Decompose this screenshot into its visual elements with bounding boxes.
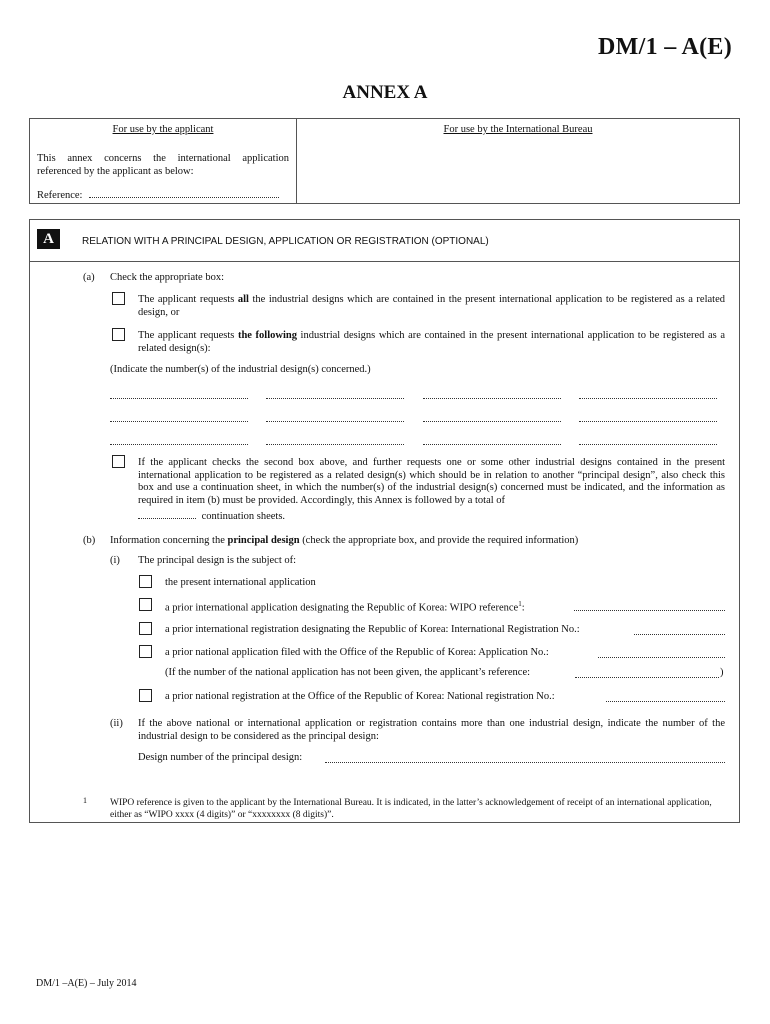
design-number-field[interactable]	[423, 397, 561, 399]
design-number-field[interactable]	[579, 397, 717, 399]
applicant-heading: For use by the applicant	[112, 124, 214, 135]
option-prior-national-application: a prior national application filed with the Office of the Republic of Korea: Application No.:	[165, 647, 549, 658]
item-a-instruction: Check the appropriate box:	[110, 272, 225, 283]
design-number-field[interactable]	[110, 420, 248, 422]
opt2-pre: The applicant requests	[138, 330, 238, 341]
opt2-bold: the following	[237, 330, 297, 341]
footnote-number: 1	[83, 796, 87, 805]
design-number-field[interactable]	[423, 443, 561, 445]
checkbox-all-designs[interactable]	[112, 292, 125, 305]
design-number-field[interactable]	[579, 443, 717, 445]
section-a-title: RELATION WITH A PRINCIPAL DESIGN, APPLICATION OR REGISTRATION (OPTIONAL)	[82, 236, 489, 247]
reference-label: Reference:	[37, 190, 83, 201]
principal-design-number-field[interactable]	[325, 761, 725, 763]
sub-ii-text: If the above national or international application or registration contains more than one industrial design, indicate the number of the industrial design to be considered as the principal design:	[138, 718, 725, 742]
continuation-count-field[interactable]	[138, 508, 196, 519]
wipo-reference-field[interactable]	[574, 609, 725, 611]
note-close-paren: )	[720, 667, 724, 678]
design-number-field[interactable]	[423, 420, 561, 422]
prior-intl-app-colon: :	[521, 602, 525, 614]
checkbox-following-designs[interactable]	[112, 328, 125, 341]
applicant-reference-field[interactable]	[575, 676, 719, 678]
concern-text: This annex concerns the international application referenced by the applicant as below:	[37, 153, 289, 177]
item-b-intro	[110, 535, 578, 546]
checkbox-prior-intl-application[interactable]	[139, 598, 152, 611]
design-number-field[interactable]	[266, 397, 404, 399]
design-number-field[interactable]	[266, 420, 404, 422]
reference-row	[37, 187, 279, 201]
checkbox-prior-national-registration[interactable]	[139, 689, 152, 702]
national-application-field[interactable]	[598, 656, 725, 658]
national-app-note: (If the number of the national application has not been given, the applicant’s reference:	[165, 667, 531, 678]
option-prior-intl-registration: a prior international registration designating the Republic of Korea: International Registration No.:	[165, 624, 580, 635]
checkbox-other-principal[interactable]	[112, 455, 125, 468]
design-number-field[interactable]	[110, 397, 248, 399]
intl-registration-field[interactable]	[634, 633, 725, 635]
continuation-row	[138, 508, 285, 522]
footnote-text: WIPO reference is given to the applicant by the International Bureau. It is indicated, in the latter’s acknowledgement of receipt of an international application, either as “WIPO xxxx (4 digits)” or “xxxxxxxx (8 digits)”.	[110, 798, 712, 820]
checkbox-prior-intl-registration[interactable]	[139, 622, 152, 635]
option-prior-national-registration: a prior national registration at the Office of the Republic of Korea: National registration No.:	[165, 691, 555, 702]
option-other-principal: If the applicant checks the second box above, and further requests one or some other industrial designs contained in the present international application to be registered as a related design(s) which should be in relation to another “principal design”, also check this box and use a continuation sheet, in which the number(s) of the industrial design(s) concerned must be indicated, and the information as required in item (b) must be provided. Accordingly, this Annex is followed by a total of	[138, 457, 725, 506]
footnote-mark: 1	[518, 600, 522, 608]
option-following-designs	[138, 330, 725, 355]
design-number-field[interactable]	[266, 443, 404, 445]
design-number-field[interactable]	[110, 443, 248, 445]
intro-pre: Information concerning the	[110, 535, 228, 546]
intro-post: (check the appropriate box, and provide the required information)	[299, 535, 579, 546]
design-number-field[interactable]	[579, 420, 717, 422]
form-code: DM/1 – A(E)	[598, 34, 732, 60]
design-number-label: Design number of the principal design:	[138, 752, 303, 763]
opt1-post: the industrial designs which are contained in the present international application to be registered as a related design, or	[138, 294, 725, 318]
sub-ii-marker: (ii)	[110, 718, 123, 729]
annex-title: ANNEX A	[342, 82, 428, 103]
checkbox-present-application[interactable]	[139, 575, 152, 588]
opt1-pre: The applicant requests	[138, 294, 238, 305]
option-prior-intl-application	[165, 600, 525, 614]
item-b-marker: (b)	[83, 535, 96, 546]
checkbox-prior-national-application[interactable]	[139, 645, 152, 658]
section-a-badge: A	[37, 229, 60, 249]
indicate-note: (Indicate the number(s) of the industrial design(s) concerned.)	[110, 364, 371, 375]
sub-i-intro: The principal design is the subject of:	[138, 555, 297, 566]
bureau-heading: For use by the International Bureau	[443, 124, 593, 135]
sub-i-marker: (i)	[110, 555, 120, 566]
use-box	[29, 118, 740, 204]
intro-bold: principal design	[227, 535, 300, 546]
applicant-panel	[30, 119, 297, 203]
continuation-label: continuation sheets.	[201, 511, 286, 522]
page-footer: DM/1 –A(E) – July 2014	[36, 978, 137, 989]
opt1-bold: all	[237, 294, 249, 305]
option-all-designs	[138, 294, 725, 319]
prior-intl-app-text: a prior international application designating the Republic of Korea: WIPO reference	[165, 602, 519, 614]
item-a-marker: (a)	[83, 272, 95, 283]
reference-field[interactable]	[89, 187, 279, 198]
national-registration-field[interactable]	[606, 700, 725, 702]
option-present-application: the present international application	[165, 577, 316, 588]
section-a-header	[29, 219, 740, 262]
opt2-post: industrial designs which are contained in the present international application to be registered as a related design(s):	[138, 330, 725, 354]
